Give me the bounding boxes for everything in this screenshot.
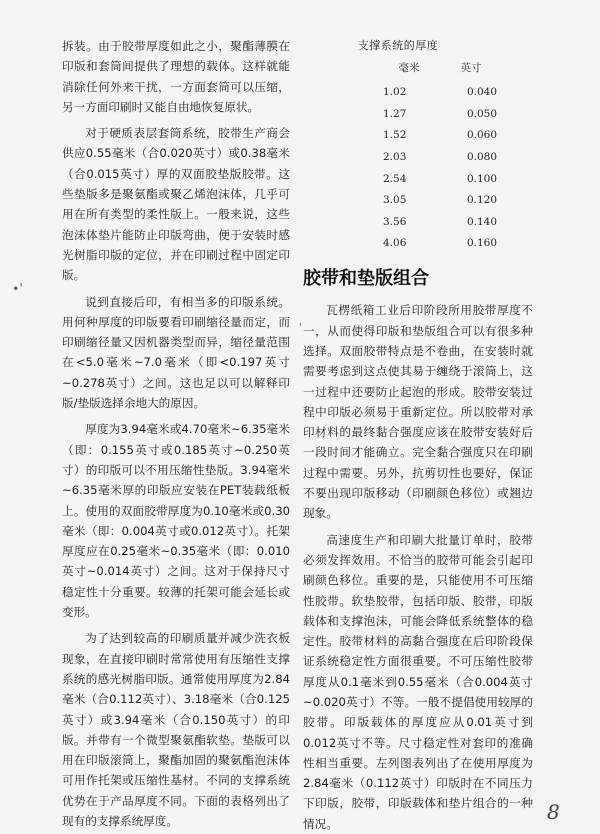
cell-inch: 0.050 bbox=[466, 107, 497, 120]
table-row bbox=[377, 233, 501, 255]
paragraph: 瓦楞纸箱工业后印阶段所用胶带厚度不一，从而使得印版和垫版组合可以有很多种选择。双面胶带特点是不卷曲，在安装时就需要考虑到这点使其易于缠绕于滚筒上，这一过程中还要防止起泡的形成。胶带安装过程中印版必须易于重新定位。所以胶带对承印材料的最终黏合强度应该在胶带安装好后一段时间才能确立。完全黏合强度只在印刷过程中需要。另外，抗剪切性也要好，保证不要出现印版移动（印刷颜色移位）或翘边现象。 bbox=[303, 303, 533, 521]
cell-inch: 0.120 bbox=[466, 194, 497, 207]
cell-mm: 2.03 bbox=[383, 151, 407, 164]
cell-mm: 3.56 bbox=[383, 215, 407, 228]
table-row bbox=[377, 82, 501, 104]
left-text-column bbox=[62, 36, 290, 831]
cell-inch: 0.140 bbox=[466, 215, 497, 228]
cell-mm: 1.52 bbox=[383, 129, 407, 142]
cell-mm: 3.05 bbox=[383, 194, 407, 207]
column-header-inch: 英寸 bbox=[460, 62, 482, 75]
cell-inch: 0.080 bbox=[466, 151, 497, 164]
paragraph: 高速度生产和印刷大批量订单时，胶带必须发挥效用。不恰当的胶带可能会引起印刷颜色移位。重要的是，只能使用不可压缩性胶带。软垫胶带，包括印版、胶带，印版载体和支撑泡沫，可能会降低系统整体的稳定性。胶带材料的高黏合强度在后印阶段保证系统稳定性方面很重要。不可压缩性胶带厚度从0.1毫米到0.55毫米（合0.004英寸~0.020英寸）不等。一般不提倡使用较厚的胶带。印版载体的厚度应从0.01英寸到0.012英寸不等。尺寸稳定性对套印的准确性相当重要。左列图表列出了在使用厚度为2.84毫米（0.112英寸）印版时在不同压力下印版，胶带，印版载体和垫片组合的一种情况。 bbox=[303, 532, 533, 831]
margin-mark-right: ' bbox=[299, 322, 302, 333]
column-header-mm: 毫米 bbox=[398, 62, 420, 75]
cell-mm: 1.02 bbox=[383, 86, 407, 99]
table-row bbox=[377, 190, 501, 212]
section-heading: 胶带和垫版组合 bbox=[303, 268, 429, 290]
cell-inch: 0.160 bbox=[466, 237, 497, 250]
table-row bbox=[377, 168, 501, 190]
table-header-row bbox=[377, 58, 501, 81]
table-row bbox=[377, 211, 501, 233]
cell-mm: 1.27 bbox=[383, 107, 407, 120]
table-row bbox=[377, 103, 501, 125]
page-number: 8 bbox=[547, 800, 560, 824]
paragraph: 拆装。由于胶带厚度如此之小，聚酯薄膜在印版和套筒间提供了理想的载体。这样就能消除任何外来干扰，一方面套筒可以压缩，另一方面印刷时又能自由地恢复原状。 bbox=[62, 39, 290, 114]
thickness-table bbox=[377, 58, 501, 254]
margin-mark-left: ∙' bbox=[12, 281, 23, 295]
cell-mm: 2.54 bbox=[383, 172, 407, 185]
cell-mm: 4.06 bbox=[383, 237, 407, 250]
paragraph: 说到直接后印，有相当多的印版系统。用何种厚度的印版要看印刷缩径量而定，而印刷缩径量又因机器类型而异，缩径量范围在<5.0毫米~7.0毫米（即<0.197英寸~0.278英寸）之间。这也足以可以解释印版/垫版选择余地大的原因。 bbox=[62, 294, 290, 411]
table-row bbox=[377, 125, 501, 147]
cell-inch: 0.040 bbox=[466, 86, 497, 99]
cell-inch: 0.060 bbox=[466, 129, 497, 142]
right-text-column bbox=[303, 36, 533, 834]
paragraph: 为了达到较高的印刷质量并减少洗衣板现象，在直接印刷时常常使用有压缩性支撑系统的感光树脂印版。通常使用厚度为2.84毫米（合0.112英寸）、3.18毫米（合0.125英寸）或3.94毫米（合0.150英寸）的印版。并带有一个微型聚氨酯软垫。垫版可以用在印版滚筒上，聚酯加固的聚氨酯泡沫体可用作托架或压缩性基材。不同的支撑系统优势在于产品厚度不同。下面的表格列出了现有的支撑系统厚度。 bbox=[62, 631, 290, 828]
paragraph: 厚度为3.94毫米或4.70毫米~6.35毫米（即：0.155英寸或0.185英寸~0.250英寸）的印版可以不用压缩性垫版。3.94毫米~6.35毫米厚的印版应安装在PET装载纸板上。使用的双面胶带厚度为0.10毫米或0.30毫米（即：0.004英寸或0.012英寸）。托架厚度应在0.25毫米~0.35毫米（即：0.010英寸~0.014英寸）之间。这对于保持尺寸稳定性十分重要。较薄的托架可能会延长或变形。 bbox=[62, 422, 290, 620]
paragraph: 对于硬质表层套筒系统，胶带生产商会供应0.55毫米（合0.020英寸）或0.38毫米（合0.015英寸）厚的双面胶垫版胶带。这些垫版多是聚氨酯或聚乙烯泡沫体，几乎可用在所有类型的柔性版上。一般来说，这些泡沫体垫片能防止印版弯曲，便于安装时感光树脂印版的定位，并在印刷过程中固定印版。 bbox=[62, 126, 290, 283]
table-title: 支撑系统的厚度 bbox=[357, 39, 439, 52]
cell-inch: 0.100 bbox=[466, 172, 497, 185]
table-row bbox=[377, 146, 501, 168]
